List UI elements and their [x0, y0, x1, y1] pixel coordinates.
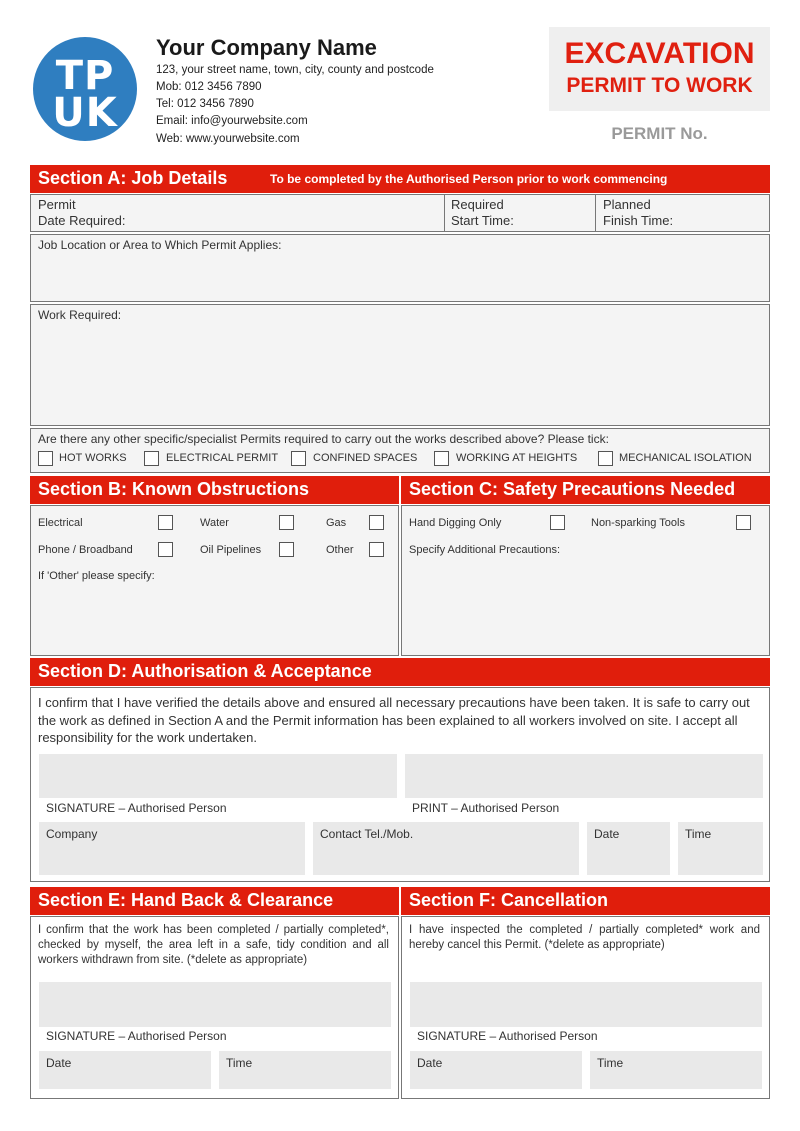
permit-date-label-1: Permit [38, 197, 76, 212]
authorised-print-label: PRINT – Authorised Person [412, 801, 560, 815]
specialist-permits-question: Are there any other specific/specialist Permits required to carry out the works described above? Please tick: [38, 432, 609, 446]
section-e-header [30, 887, 399, 915]
hand-back-date-field[interactable] [39, 1051, 211, 1089]
electrical-permit-label: ELECTRICAL PERMIT [166, 452, 279, 464]
obstruction-water-label: Water [200, 517, 229, 529]
company-address: 123, your street name, town, city, county and postcode [156, 64, 434, 76]
permit-title-box [549, 27, 770, 111]
obstruction-oil-label: Oil Pipelines [200, 544, 262, 556]
company-website: Web: www.yourwebsite.com [156, 133, 300, 145]
section-c-header [401, 476, 770, 504]
obstruction-phone-checkbox[interactable] [158, 542, 173, 557]
section-d-header [30, 658, 770, 686]
section-e-title: Section E: Hand Back & Clearance [38, 890, 334, 910]
confined-spaces-label: CONFINED SPACES [313, 452, 418, 464]
non-sparking-tools-checkbox[interactable] [736, 515, 751, 530]
obstruction-gas-label: Gas [326, 517, 347, 529]
hand-back-box [30, 916, 399, 1099]
obstruction-oil-checkbox[interactable] [279, 542, 294, 557]
company-logo [33, 37, 137, 141]
date-label: Date [594, 827, 620, 841]
known-obstructions-box [30, 505, 399, 656]
hand-back-signature-field[interactable] [39, 982, 391, 1027]
job-location-label: Job Location or Area to Which Permit Applies: [38, 238, 282, 252]
working-at-heights-label: WORKING AT HEIGHTS [456, 452, 578, 464]
cancellation-signature-label: SIGNATURE – Authorised Person [417, 1029, 598, 1043]
obstruction-phone-label: Phone / Broadband [38, 544, 133, 556]
hot-works-label: HOT WORKS [59, 452, 127, 464]
section-c-title: Section C: Safety Precautions Needed [409, 479, 736, 499]
obstruction-gas-checkbox[interactable] [369, 515, 384, 530]
cancellation-date-field[interactable] [410, 1051, 582, 1089]
section-a-note: To be completed by the Authorised Person prior to work commencing [270, 172, 668, 186]
company-telephone: Tel: 012 3456 7890 [156, 98, 254, 110]
divider [444, 195, 445, 231]
work-required-field[interactable] [30, 304, 770, 426]
permit-title-line-2: PERMIT TO WORK [566, 74, 753, 97]
authorisation-statement: I confirm that I have verified the details above and ensured all necessary precautions have been taken. It is safe to carry out the work as defined in Section A and the Permit information has been explained to all workers involved on site. I accept all responsibility for the work undertaken. [38, 695, 750, 745]
date-field[interactable] [587, 822, 670, 875]
hand-back-date-label: Date [46, 1056, 72, 1070]
company-field[interactable] [39, 822, 305, 875]
company-label: Company [46, 827, 98, 841]
cancellation-signature-field[interactable] [410, 982, 762, 1027]
specialist-permits-row [30, 428, 770, 473]
non-sparking-tools-label: Non-sparking Tools [591, 517, 685, 529]
confined-spaces-checkbox[interactable] [291, 451, 306, 466]
section-b-title: Section B: Known Obstructions [38, 479, 310, 499]
obstruction-water-checkbox[interactable] [279, 515, 294, 530]
hot-works-checkbox[interactable] [38, 451, 53, 466]
working-at-heights-checkbox[interactable] [434, 451, 449, 466]
authorised-signature-label: SIGNATURE – Authorised Person [46, 801, 227, 815]
other-specify-label[interactable]: If 'Other' please specify: [38, 570, 155, 582]
company-email: Email: info@yourwebsite.com [156, 115, 308, 127]
logo-line-1: TP [55, 53, 115, 99]
hand-digging-checkbox[interactable] [550, 515, 565, 530]
contact-label: Contact Tel./Mob. [320, 827, 414, 841]
electrical-permit-checkbox[interactable] [144, 451, 159, 466]
time-label: Time [685, 827, 712, 841]
safety-precautions-box [401, 505, 770, 656]
obstruction-other-label: Other [326, 544, 354, 556]
cancellation-time-label: Time [597, 1056, 624, 1070]
mechanical-isolation-checkbox[interactable] [598, 451, 613, 466]
authorisation-box [30, 687, 770, 882]
section-a-header [30, 165, 770, 193]
hand-back-time-field[interactable] [219, 1051, 391, 1089]
hand-back-signature-label: SIGNATURE – Authorised Person [46, 1029, 227, 1043]
company-name: Your Company Name [156, 35, 377, 60]
logo-line-2: UK [52, 90, 118, 136]
hand-back-time-label: Time [226, 1056, 253, 1070]
planned-finish-label-2[interactable]: Finish Time: [603, 213, 674, 228]
permit-number-label: PERMIT No. [611, 124, 708, 143]
section-a-title: Section A: Job Details [38, 168, 228, 188]
planned-finish-label-1: Planned [603, 197, 651, 212]
authorised-print-field[interactable] [405, 754, 763, 798]
permit-title-line-1: EXCAVATION [564, 37, 755, 70]
job-times-row [30, 194, 770, 232]
additional-precautions-label[interactable]: Specify Additional Precautions: [409, 544, 561, 556]
mechanical-isolation-label: MECHANICAL ISOLATION [619, 452, 752, 464]
required-start-label-2[interactable]: Start Time: [451, 213, 514, 228]
authorised-signature-field[interactable] [39, 754, 397, 798]
required-start-label-1: Required [451, 197, 504, 212]
hand-back-statement: I confirm that the work has been completed / partially completed*, checked by myself, the area left in a safe, tidy condition and all workers withdrawn from site. (*delete as appropriate) [38, 924, 389, 966]
hand-digging-label: Hand Digging Only [409, 517, 502, 529]
time-field[interactable] [678, 822, 763, 875]
cancellation-statement: I have inspected the completed / partially completed* work and hereby cancel this Permit. (*delete as appropriate) [409, 924, 760, 951]
divider [595, 195, 596, 231]
permit-date-label-2[interactable]: Date Required: [38, 213, 126, 228]
obstruction-electrical-checkbox[interactable] [158, 515, 173, 530]
cancellation-time-field[interactable] [590, 1051, 762, 1089]
cancellation-date-label: Date [417, 1056, 443, 1070]
work-required-label: Work Required: [38, 308, 122, 322]
obstruction-electrical-label: Electrical [38, 517, 83, 529]
company-mobile: Mob: 012 3456 7890 [156, 81, 262, 93]
section-f-title: Section F: Cancellation [409, 890, 609, 910]
job-location-field[interactable] [30, 234, 770, 302]
section-f-header [401, 887, 770, 915]
obstruction-other-checkbox[interactable] [369, 542, 384, 557]
section-d-title: Section D: Authorisation & Acceptance [38, 661, 372, 681]
section-b-header [30, 476, 399, 504]
cancellation-box [401, 916, 770, 1099]
contact-field[interactable] [313, 822, 579, 875]
